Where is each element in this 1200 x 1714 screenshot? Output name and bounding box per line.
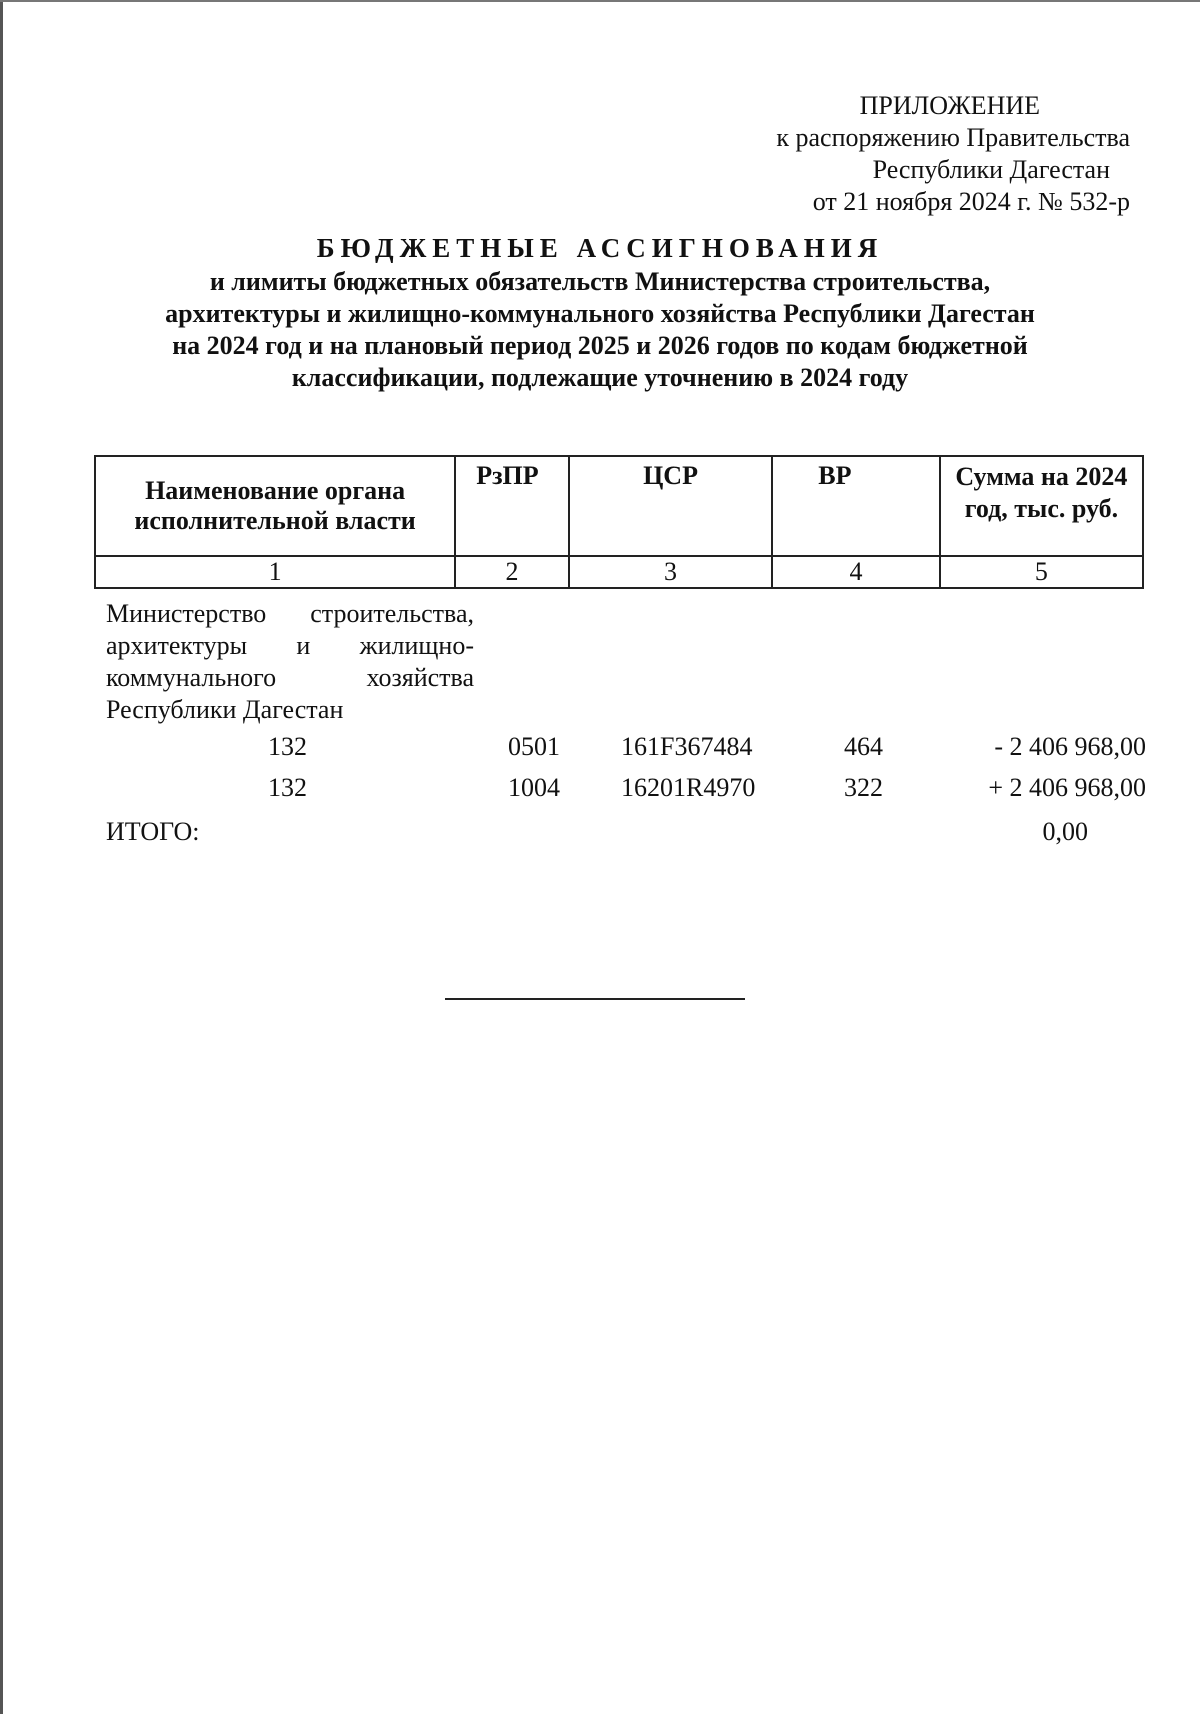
header-vr: ВР	[772, 456, 940, 556]
title-line-5: классификации, подлежащие уточнению в 2024 году	[291, 363, 909, 392]
cell-rzpr: 0501	[508, 732, 560, 761]
cell-csr: 16201R4970	[621, 773, 756, 802]
cell-org-code: 132	[268, 773, 307, 802]
column-number: 5	[940, 556, 1143, 588]
document-title	[80, 232, 1120, 394]
header-sum: Сумма на 2024 год, тыс. руб.	[940, 456, 1143, 556]
header-csr: ЦСР	[569, 456, 772, 556]
appendix-date: от 21 ноября 2024 г. № 532-р	[812, 187, 1130, 216]
appendix-title: ПРИЛОЖЕНИЕ	[859, 91, 1040, 120]
header-org-name: Наименование органа исполнительной власти	[95, 456, 455, 556]
page-edge	[0, 0, 3, 1714]
cell-vr: 464	[844, 732, 883, 761]
total-label: ИТОГО:	[106, 817, 200, 846]
table-header-row	[95, 456, 1143, 556]
column-number: 4	[772, 556, 940, 588]
cell-sum: - 2 406 968,00	[994, 732, 1146, 761]
column-number: 1	[95, 556, 455, 588]
appendix-reference: к распоряжению Правительства	[776, 123, 1130, 152]
column-number: 3	[569, 556, 772, 588]
title-line-4: на 2024 год и на плановый период 2025 и 2026 годов по кодам бюджетной	[172, 331, 1028, 360]
column-number-row	[95, 556, 1143, 588]
column-number: 2	[455, 556, 569, 588]
cell-rzpr: 1004	[508, 773, 560, 802]
closing-line	[445, 998, 745, 1000]
cell-org-code: 132	[268, 732, 307, 761]
header-rzpr: РзПР	[455, 456, 569, 556]
page-edge-top	[0, 0, 1200, 2]
appendix-republic: Республики Дагестан	[872, 155, 1110, 184]
cell-vr: 322	[844, 773, 883, 802]
total-value: 0,00	[1042, 817, 1088, 846]
title-line-3: архитектуры и жилищно-коммунального хозяйства Республики Дагестан	[165, 299, 1035, 328]
table-row	[106, 767, 1146, 808]
cell-sum: + 2 406 968,00	[988, 773, 1146, 802]
title-main: БЮДЖЕТНЫЕ АССИГНОВАНИЯ	[316, 233, 884, 263]
total-row	[106, 810, 1146, 854]
budget-table	[94, 455, 1144, 589]
title-line-2: и лимиты бюджетных обязательств Министерства строительства,	[209, 267, 991, 296]
appendix-header	[670, 90, 1130, 218]
table-row	[106, 726, 1146, 767]
table-body	[106, 598, 1146, 854]
cell-csr: 161F367484	[621, 732, 753, 761]
ministry-name: Министерство строительства, архитектуры и жилищно-коммунального хозяйства Республики Дагестан	[106, 599, 474, 724]
